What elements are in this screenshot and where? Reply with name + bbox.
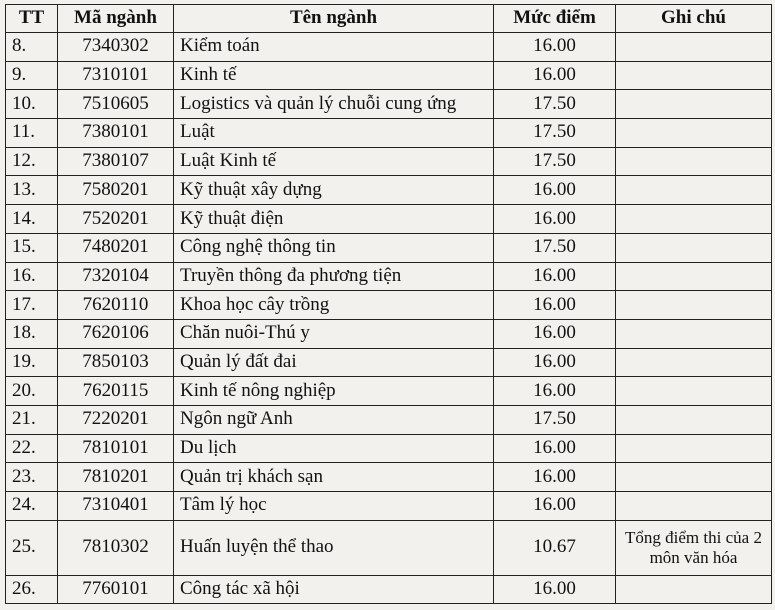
table-row xyxy=(6,377,772,406)
header-tt: TT xyxy=(6,5,58,33)
row-name: Tâm lý học xyxy=(174,492,494,521)
header-score: Mức điểm xyxy=(494,5,616,33)
row-code: 7320104 xyxy=(58,262,174,291)
row-note xyxy=(616,319,772,348)
row-code: 7810302 xyxy=(58,520,174,575)
row-tt: 26. xyxy=(6,575,58,604)
row-code: 7310401 xyxy=(58,492,174,521)
row-note xyxy=(616,463,772,492)
row-name: Luật xyxy=(174,119,494,148)
row-note: Tổng điểm thi của 2 môn văn hóa xyxy=(616,520,772,575)
row-score: 17.50 xyxy=(494,119,616,148)
row-name: Kinh tế xyxy=(174,61,494,90)
row-note xyxy=(616,147,772,176)
table-row xyxy=(6,520,772,575)
row-tt: 25. xyxy=(6,520,58,575)
row-score: 16.00 xyxy=(494,575,616,604)
row-score: 17.50 xyxy=(494,405,616,434)
table-row xyxy=(6,434,772,463)
table-row xyxy=(6,405,772,434)
row-tt: 17. xyxy=(6,291,58,320)
row-name: Huấn luyện thể thao xyxy=(174,520,494,575)
row-tt: 12. xyxy=(6,147,58,176)
row-note xyxy=(616,233,772,262)
row-note xyxy=(616,434,772,463)
row-note xyxy=(616,205,772,234)
row-score: 16.00 xyxy=(494,262,616,291)
row-note xyxy=(616,291,772,320)
row-code: 7220201 xyxy=(58,405,174,434)
row-name: Ngôn ngữ Anh xyxy=(174,405,494,434)
row-tt: 8. xyxy=(6,33,58,62)
row-name: Chăn nuôi-Thú y xyxy=(174,319,494,348)
row-code: 7480201 xyxy=(58,233,174,262)
table-row xyxy=(6,147,772,176)
admission-score-table xyxy=(5,4,772,604)
header-note: Ghi chú xyxy=(616,5,772,33)
row-name: Kiểm toán xyxy=(174,33,494,62)
table-body xyxy=(6,33,772,604)
row-score: 10.67 xyxy=(494,520,616,575)
row-score: 16.00 xyxy=(494,291,616,320)
table-row xyxy=(6,319,772,348)
row-note xyxy=(616,33,772,62)
row-note xyxy=(616,405,772,434)
row-code: 7340302 xyxy=(58,33,174,62)
row-note xyxy=(616,492,772,521)
row-code: 7620110 xyxy=(58,291,174,320)
row-tt: 24. xyxy=(6,492,58,521)
row-note xyxy=(616,575,772,604)
row-score: 16.00 xyxy=(494,377,616,406)
table-row xyxy=(6,233,772,262)
table-row xyxy=(6,119,772,148)
row-name: Luật Kinh tế xyxy=(174,147,494,176)
row-note xyxy=(616,348,772,377)
table-row xyxy=(6,262,772,291)
row-code: 7850103 xyxy=(58,348,174,377)
table-row xyxy=(6,61,772,90)
row-tt: 14. xyxy=(6,205,58,234)
row-score: 16.00 xyxy=(494,61,616,90)
row-tt: 19. xyxy=(6,348,58,377)
table-row xyxy=(6,348,772,377)
row-note xyxy=(616,119,772,148)
row-score: 17.50 xyxy=(494,90,616,119)
table-row xyxy=(6,575,772,604)
row-code: 7810101 xyxy=(58,434,174,463)
row-name: Công nghệ thông tin xyxy=(174,233,494,262)
row-score: 16.00 xyxy=(494,205,616,234)
row-note xyxy=(616,262,772,291)
row-code: 7380107 xyxy=(58,147,174,176)
table-row xyxy=(6,492,772,521)
row-tt: 20. xyxy=(6,377,58,406)
row-tt: 13. xyxy=(6,176,58,205)
row-tt: 21. xyxy=(6,405,58,434)
row-tt: 23. xyxy=(6,463,58,492)
row-name: Kỹ thuật xây dựng xyxy=(174,176,494,205)
row-score: 16.00 xyxy=(494,434,616,463)
document-page xyxy=(5,4,771,606)
row-tt: 15. xyxy=(6,233,58,262)
row-code: 7810201 xyxy=(58,463,174,492)
table-row xyxy=(6,463,772,492)
row-code: 7620106 xyxy=(58,319,174,348)
table-row xyxy=(6,90,772,119)
table-row xyxy=(6,33,772,62)
row-score: 17.50 xyxy=(494,233,616,262)
row-tt: 10. xyxy=(6,90,58,119)
row-note xyxy=(616,176,772,205)
row-name: Logistics và quản lý chuỗi cung ứng xyxy=(174,90,494,119)
row-note xyxy=(616,377,772,406)
row-score: 16.00 xyxy=(494,33,616,62)
row-score: 16.00 xyxy=(494,492,616,521)
row-code: 7760101 xyxy=(58,575,174,604)
table-row xyxy=(6,205,772,234)
row-score: 16.00 xyxy=(494,176,616,205)
row-code: 7380101 xyxy=(58,119,174,148)
row-code: 7620115 xyxy=(58,377,174,406)
row-name: Quản lý đất đai xyxy=(174,348,494,377)
table-row xyxy=(6,291,772,320)
row-score: 17.50 xyxy=(494,147,616,176)
row-tt: 9. xyxy=(6,61,58,90)
row-name: Quản trị khách sạn xyxy=(174,463,494,492)
row-name: Kinh tế nông nghiệp xyxy=(174,377,494,406)
row-score: 16.00 xyxy=(494,463,616,492)
row-tt: 18. xyxy=(6,319,58,348)
row-code: 7520201 xyxy=(58,205,174,234)
row-note xyxy=(616,90,772,119)
row-name: Kỹ thuật điện xyxy=(174,205,494,234)
table-header-row xyxy=(6,5,772,33)
row-tt: 16. xyxy=(6,262,58,291)
table-row xyxy=(6,176,772,205)
row-name: Truyền thông đa phương tiện xyxy=(174,262,494,291)
header-name: Tên ngành xyxy=(174,5,494,33)
row-name: Công tác xã hội xyxy=(174,575,494,604)
row-tt: 11. xyxy=(6,119,58,148)
row-code: 7580201 xyxy=(58,176,174,205)
header-code: Mã ngành xyxy=(58,5,174,33)
row-name: Du lịch xyxy=(174,434,494,463)
row-code: 7310101 xyxy=(58,61,174,90)
row-tt: 22. xyxy=(6,434,58,463)
row-code: 7510605 xyxy=(58,90,174,119)
row-score: 16.00 xyxy=(494,348,616,377)
row-name: Khoa học cây trồng xyxy=(174,291,494,320)
row-note xyxy=(616,61,772,90)
row-score: 16.00 xyxy=(494,319,616,348)
